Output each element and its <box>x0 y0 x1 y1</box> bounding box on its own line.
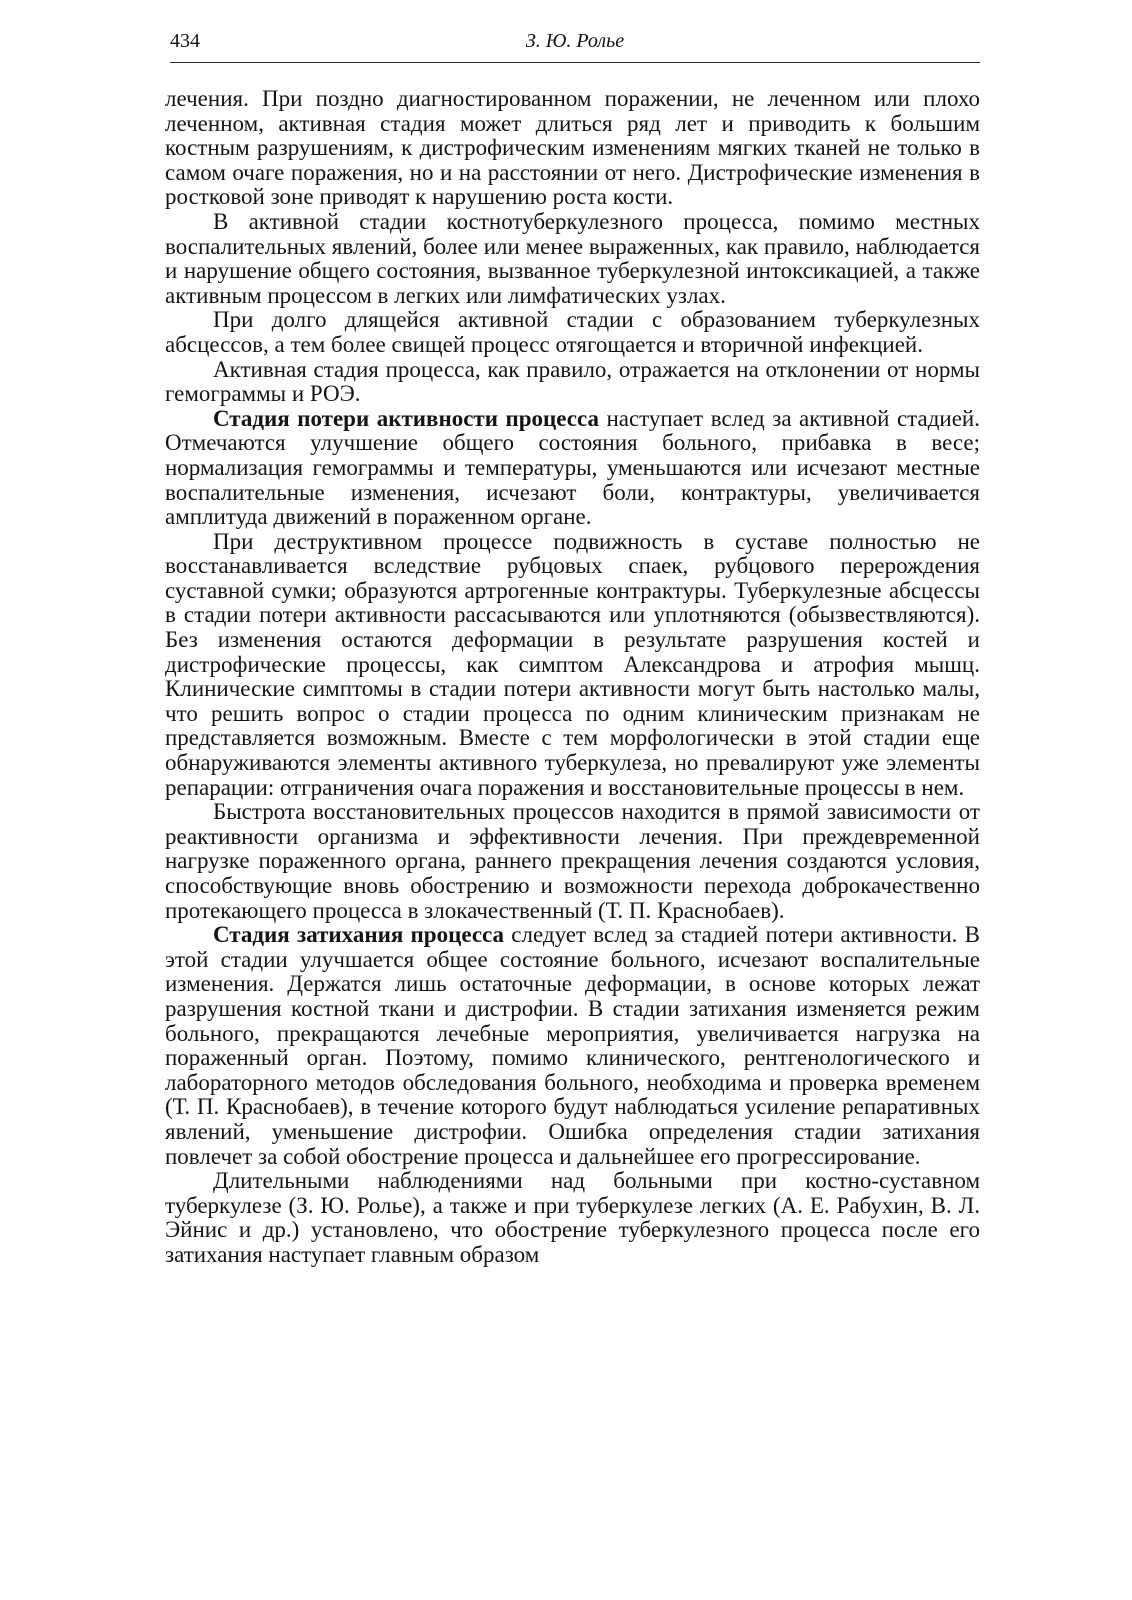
paragraph-text: При деструктивном процессе подвижность в суставе полностью не восстанавливается вследствие рубцовых спаек, рубцового перерождения суставной сумки; образуются артрогенные контрактуры. Туберкулезные абсцессы в стадии потери активности рассасываются или уплотняются (обызвествляются). Без изменения остаются деформации в результате разрушения костей и дистрофические процессы, как симптом Александрова и атрофия мышц. Клинические симптомы в стадии потери активности могут быть настолько малы, что решить вопрос о стадии процесса по одним клиническим признакам не представляется возможным. Вместе с тем морфологически в этой стадии еще обнаруживаются элементы активного туберкулеза, но превалируют уже элементы репарации: отграничения очага поражения и восстановительные процессы в нем. <box>165 528 980 800</box>
running-head <box>170 30 980 60</box>
section-lead-term: Стадия потери активности процесса <box>213 405 599 431</box>
paragraph-text: Длительными наблюдениями над больными при костно-суставном туберкулезе (З. Ю. Ролье), а также и при туберкулезе легких (А. Е. Рабухин, В. Л. Эйнис и др.) установлено, что обострение туберкулезного процесса после его затихания наступает главным образом <box>165 1168 980 1267</box>
paragraph <box>165 1169 980 1267</box>
paragraph <box>165 800 980 923</box>
paragraph-text: наступает вслед за активной стадией. Отмечаются улучшение общего состояния больного, прибавка в весе; нормализация гемограммы и температуры, уменьшаются или исчезают местные воспалительные изменения, исчезают боли, контрактуры, увеличивается амплитуда движений в пораженном органе. <box>165 405 980 530</box>
paragraph-fading-stage <box>165 923 980 1169</box>
header-rule <box>170 62 980 63</box>
paragraph <box>165 358 980 407</box>
paragraph <box>165 308 980 357</box>
running-title: З. Ю. Ролье <box>525 30 625 52</box>
paragraph-activity-loss-stage <box>165 407 980 530</box>
paragraph-text: следует вслед за стадией потери активности. В этой стадии улучшается общее состояние больного, исчезают воспалительные изменения. Держатся лишь остаточные деформации, в основе которых лежат разрушения костной ткани и дистрофии. В стадии затихания изменяется режим больного, прекращаются лечебные мероприятия, увеличивается нагрузка на пораженный орган. Поэтому, помимо клинического, рентгенологического и лабораторного методов обследования больного, необходима и проверка временем (Т. П. Краснобаев), в течение которого будут наблюдаться усиление репаративных явлений, уменьшение дистрофии. Ошибка определения стадии затихания повлечет за собой обострение процесса и дальнейшее его прогрессирование. <box>165 922 980 1169</box>
page-number: 434 <box>170 30 200 52</box>
body-text <box>165 87 980 1268</box>
paragraph-text: В активной стадии костнотуберкулезного процесса, помимо местных воспалительных явлений, более или менее выраженных, как правило, наблюдается и нарушение общего состояния, вызванное туберкулезной интоксикацией, а также активным процессом в легких или лимфатических узлах. <box>165 208 980 308</box>
paragraph-text: При долго длящейся активной стадии с образованием туберкулезных абсцессов, а тем более свищей процесс отягощается и вторичной инфекцией. <box>165 307 980 357</box>
paragraph-continuation <box>165 87 980 210</box>
paragraph-text: лечения. При поздно диагностированном поражении, не леченном или плохо леченном, активная стадия может длиться ряд лет и приводить к большим костным разрушениям, к дистрофическим изменениям мягких тканей не только в самом очаге поражения, но и на расстоянии от него. Дистрофические изменения в ростковой зоне приводят к нарушению роста кости. <box>165 86 980 210</box>
paragraph <box>165 530 980 801</box>
paragraph <box>165 210 980 308</box>
paragraph-text: Быстрота восстановительных процессов находится в прямой зависимости от реактивности организма и эффективности лечения. При преждевременной нагрузке пораженного органа, раннего прекращения лечения создаются условия, способствующие вновь обострению и возможности перехода доброкачественно протекающего процесса в злокачественный (Т. П. Краснобаев). <box>165 799 980 923</box>
section-lead-term: Стадия затихания процесса <box>213 922 505 948</box>
paragraph-text: Активная стадия процесса, как правило, отражается на отклонении от нормы гемограммы и РОЭ. <box>165 356 980 407</box>
